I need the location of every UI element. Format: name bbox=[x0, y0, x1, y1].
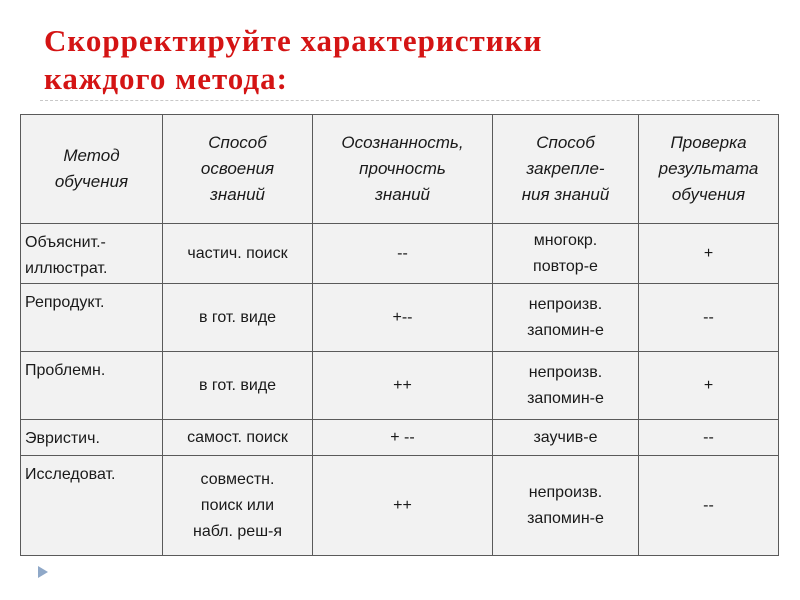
cell-text: самост. поиск bbox=[187, 428, 288, 446]
triangle-right-icon bbox=[38, 566, 48, 578]
consolidation-cell bbox=[493, 224, 639, 284]
header-text: знаний bbox=[375, 185, 430, 204]
cell-text: совместн. bbox=[200, 470, 275, 488]
cell-text: Эвристич. bbox=[25, 430, 100, 447]
header-text: освоения bbox=[200, 159, 275, 178]
verification-cell bbox=[639, 284, 779, 352]
acquisition-cell bbox=[163, 224, 313, 284]
method-name-cell bbox=[21, 420, 163, 456]
methods-table-container bbox=[20, 114, 778, 554]
cell-text: Объяснит.- bbox=[25, 234, 106, 251]
consolidation-cell bbox=[493, 352, 639, 420]
table-header-row bbox=[21, 115, 779, 224]
cell-text: + bbox=[703, 244, 714, 262]
cell-text: в гот. виде bbox=[198, 376, 277, 394]
awareness-cell bbox=[313, 224, 493, 284]
acquisition-cell bbox=[163, 284, 313, 352]
header-text: обучения bbox=[54, 172, 129, 191]
header-text: закрепле- bbox=[526, 159, 605, 178]
method-name-cell bbox=[21, 456, 163, 556]
awareness-cell bbox=[313, 420, 493, 456]
header-text: прочность bbox=[359, 159, 446, 178]
table-row bbox=[21, 456, 779, 556]
cell-text: в гот. виде bbox=[198, 308, 277, 326]
methods-table bbox=[20, 114, 779, 556]
slide-title bbox=[44, 22, 764, 98]
title-line-2: каждого метода: bbox=[44, 61, 288, 96]
method-name-cell bbox=[21, 352, 163, 420]
header-text: Осознанность, bbox=[341, 133, 464, 152]
table-row bbox=[21, 284, 779, 352]
header-text: Проверка bbox=[670, 133, 747, 152]
header-consolidation bbox=[493, 115, 639, 224]
cell-text: ++ bbox=[393, 496, 412, 514]
cell-text: запомин-е bbox=[527, 389, 604, 407]
cell-text: запомин-е bbox=[527, 321, 604, 339]
awareness-cell bbox=[313, 456, 493, 556]
acquisition-cell bbox=[163, 456, 313, 556]
cell-text: -- bbox=[703, 308, 714, 326]
cell-text: +-- bbox=[392, 308, 413, 326]
awareness-cell bbox=[313, 284, 493, 352]
cell-text: повтор-е bbox=[533, 257, 598, 275]
cell-text: + bbox=[703, 376, 714, 394]
cell-text: набл. реш-я bbox=[192, 522, 283, 540]
title-line-1: Скорректируйте характеристики bbox=[44, 23, 543, 58]
verification-cell bbox=[639, 224, 779, 284]
cell-text: многокр. bbox=[533, 231, 598, 249]
header-text: Способ bbox=[536, 133, 595, 152]
verification-cell bbox=[639, 456, 779, 556]
consolidation-cell bbox=[493, 456, 639, 556]
cell-text: Исследоват. bbox=[25, 466, 116, 483]
cell-text: непроизв. bbox=[528, 295, 603, 313]
header-text: знаний bbox=[210, 185, 265, 204]
cell-text: частич. поиск bbox=[187, 244, 288, 262]
title-divider bbox=[40, 100, 760, 101]
cell-text: Проблемн. bbox=[25, 362, 106, 379]
table-row bbox=[21, 224, 779, 284]
header-text: Способ bbox=[208, 133, 267, 152]
method-name-cell bbox=[21, 224, 163, 284]
cell-text: запомин-е bbox=[527, 509, 604, 527]
verification-cell bbox=[639, 420, 779, 456]
verification-cell bbox=[639, 352, 779, 420]
header-method bbox=[21, 115, 163, 224]
cell-text: -- bbox=[703, 428, 714, 446]
table-row bbox=[21, 420, 779, 456]
cell-text: -- bbox=[703, 496, 714, 514]
acquisition-cell bbox=[163, 420, 313, 456]
header-text: обучения bbox=[671, 185, 746, 204]
consolidation-cell bbox=[493, 420, 639, 456]
cell-text: Репродукт. bbox=[25, 294, 105, 311]
header-text: ния знаний bbox=[521, 185, 610, 204]
header-text: результата bbox=[658, 159, 759, 178]
header-awareness bbox=[313, 115, 493, 224]
consolidation-cell bbox=[493, 284, 639, 352]
table-row bbox=[21, 352, 779, 420]
cell-text: непроизв. bbox=[528, 363, 603, 381]
method-name-cell bbox=[21, 284, 163, 352]
cell-text: заучив-е bbox=[533, 428, 598, 446]
cell-text: непроизв. bbox=[528, 483, 603, 501]
acquisition-cell bbox=[163, 352, 313, 420]
cell-text: -- bbox=[397, 244, 408, 262]
header-verification bbox=[639, 115, 779, 224]
cell-text: иллюстрат. bbox=[25, 260, 108, 277]
awareness-cell bbox=[313, 352, 493, 420]
cell-text: поиск или bbox=[200, 496, 275, 514]
cell-text: + -- bbox=[390, 428, 415, 446]
cell-text: ++ bbox=[393, 376, 412, 394]
header-acquisition bbox=[163, 115, 313, 224]
header-text: Метод bbox=[63, 146, 120, 165]
